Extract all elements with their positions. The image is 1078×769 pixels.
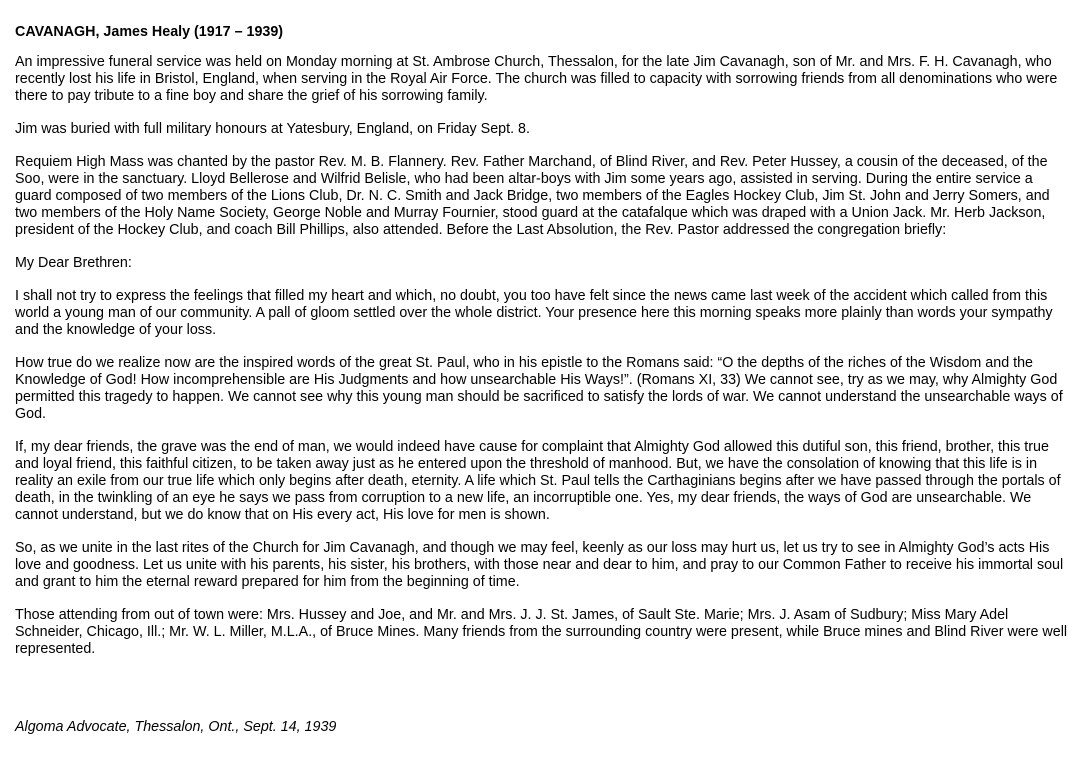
paragraph-requiem-mass: Requiem High Mass was chanted by the pastor Rev. M. B. Flannery. Rev. Father Marchand, of Blind River, and Rev. Peter Hussey, a cousin of the deceased, of the Soo, were in the sanctuary. Lloyd Bellerose and Wilfrid Belisle, who had been altar-boys with Jim some years ago, assisted in serving. During the entire service a guard composed of two members of the Lions Club, Dr. N. C. Smith and Jack Bridge, two members of the Eagles Hockey Club, Jim St. John and Jerry Somers, and two members of the Holy Name Society, George Noble and Murray Fournier, stood guard at the catafalque which was draped with a Union Jack. Mr. Herb Jackson, president of the Hockey Club, and coach Bill Phillips, also attended. Before the Last Absolution, the Rev. Pastor addressed the congregation briefly:: [15, 154, 1050, 238]
source-citation: Algoma Advocate, Thessalon, Ont., Sept. 14, 1939: [15, 719, 337, 735]
paragraph-grave: If, my dear friends, the grave was the end of man, we would indeed have cause for complaint that Almighty God allowed this dutiful son, this friend, brother, this true and loyal friend, this faithful citizen, to be taken away just as he entered upon the threshold of manhood. But, we have the consolation of knowing that this life is in reality an exile from our true life which only begins after death, eternity. A life which St. Paul tells the Carthaginians begins after we have passed through the portals of death, in the twinkling of an eye he says we pass from corruption to a new life, an incorruptible one. Yes, my dear friends, the ways of God are unsearchable. We cannot understand, but we do know that on His every act, His love for men is shown.: [15, 439, 1061, 523]
paragraph-feelings: I shall not try to express the feelings that filled my heart and which, no doubt, you too have felt since the news came last week of the accident which called from this world a young man of our community. A pall of gloom settled over the whole district. Your presence here this morning speaks more plainly than words your sympathy and the knowledge of your loss.: [15, 288, 1053, 338]
paragraph-salutation: My Dear Brethren:: [15, 255, 132, 271]
paragraph-burial: Jim was buried with full military honours at Yatesbury, England, on Friday Sept. 8.: [15, 121, 530, 137]
paragraph-funeral-service: An impressive funeral service was held on Monday morning at St. Ambrose Church, Thessalon, for the late Jim Cavanagh, son of Mr. and Mrs. F. H. Cavanagh, who recently lost his life in Bristol, England, when serving in the Royal Air Force. The church was filled to capacity with sorrowing friends from all denominations who were there to pay tribute to a fine boy and share the grief of his sorrowing family.: [15, 54, 1058, 104]
paragraph-st-paul: How true do we realize now are the inspired words of the great St. Paul, who in his epistle to the Romans said: “O the depths of the riches of the Wisdom and the Knowledge of God! How incomprehensible are His Judgments and how unsearchable His Ways!”. (Romans XI, 33) We cannot see, try as we may, why Almighty God permitted this tragedy to happen. We cannot see why this young man should be sacrificed to satisfy the lords of war. We cannot understand the unsearchable ways of God.: [15, 355, 1063, 422]
document-title: CAVANAGH, James Healy (1917 – 1939): [15, 24, 284, 40]
paragraph-attendees: Those attending from out of town were: Mrs. Hussey and Joe, and Mr. and Mrs. J. J. St. James, of Sault Ste. Marie; Mrs. J. Asam of Sudbury; Miss Mary Adel Schneider, Chicago, Ill.; Mr. W. L. Miller, M.L.A., of Bruce Mines. Many friends from the surrounding country were present, while Bruce mines and Blind River were well represented.: [15, 607, 1068, 657]
paragraph-last-rites: So, as we unite in the last rites of the Church for Jim Cavanagh, and though we may feel, keenly as our loss may hurt us, let us try to see in Almighty God’s acts His love and goodness. Let us unite with his parents, his sister, his brothers, with those near and dear to him, and pray to our Common Father to receive his immortal soul and grant to him the eternal reward prepared for him from the beginning of time.: [15, 540, 1064, 590]
